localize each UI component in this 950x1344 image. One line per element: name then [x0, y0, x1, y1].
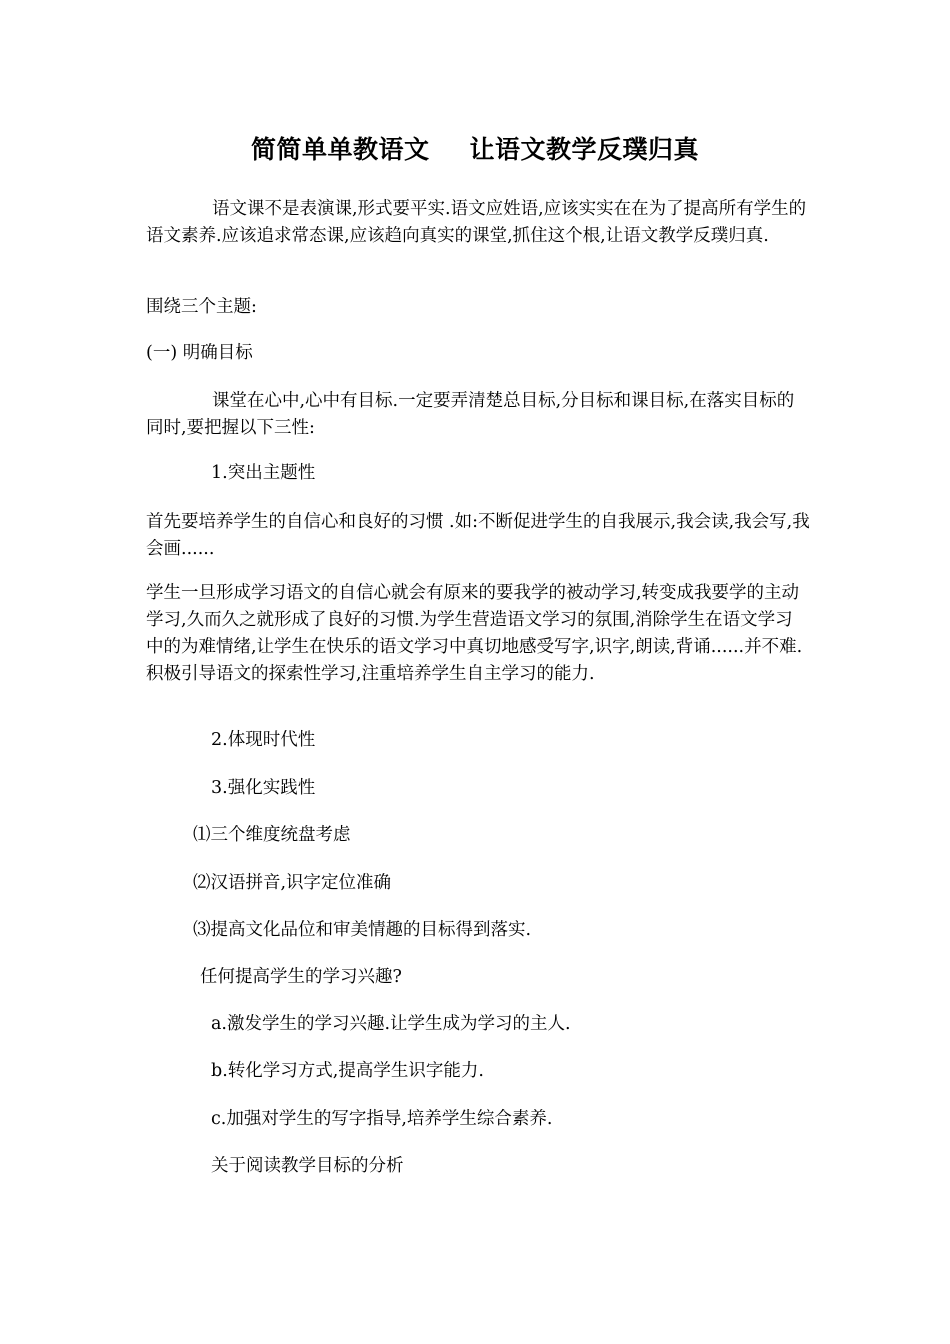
- item-1-paragraph-2: 学生一旦形成学习语文的自信心就会有原来的要我学的被动学习,转变成我要学的主动学习,久而久之就形成了良好的习惯.为学生营造语文学习的氛围,消除学生在语文学习中的为难情绪,让学生在快乐的语文学习中真切地感受写字,识字,朗读,背诵......并不难.积极引导语文的探索性学习,注重培养学生自主学习的能力.: [146, 583, 803, 684]
- goals-paragraph: 课堂在心中,心中有目标.一定要弄清楚总目标,分目标和课目标,在落实目标的同时,要把握以下三性:: [146, 391, 795, 438]
- sub-item-2: ⑵汉语拼音,识字定位准确: [193, 873, 392, 893]
- reading-goals-heading: 关于阅读教学目标的分析: [211, 1156, 404, 1176]
- title-part-2: 让语文教学反璞归真: [469, 135, 700, 164]
- question-line: 任何提高学生的学习兴趣?: [200, 967, 402, 987]
- document-title: [0, 130, 950, 166]
- section-heading-goals: (一) 明确目标: [146, 343, 253, 363]
- title-part-1: 简简单单教语文: [250, 135, 430, 164]
- item-2-heading: 2.体现时代性: [211, 730, 316, 750]
- point-a: a.激发学生的学习兴趣.让学生成为学习的主人.: [211, 1014, 571, 1034]
- point-c: c.加强对学生的写字指导,培养学生综合素养.: [211, 1109, 553, 1129]
- item-1-heading: 1.突出主题性: [211, 463, 316, 483]
- item-1-paragraph-1: 首先要培养学生的自信心和良好的习惯 .如:不断促进学生的自我展示,我会读,我会写,我会画......: [146, 512, 810, 559]
- sub-item-3: ⑶提高文化品位和审美情趣的目标得到落实.: [193, 920, 532, 940]
- sub-item-1: ⑴三个维度统盘考虑: [193, 825, 351, 845]
- intro-paragraph: 语文课不是表演课,形式要平实.语文应姓语,应该实实在在为了提高所有学生的语文素养.应该追求常态课,应该趋向真实的课堂,抓住这个根,让语文教学反璞归真.: [146, 199, 807, 246]
- item-3-heading: 3.强化实践性: [211, 778, 316, 798]
- point-b: b.转化学习方式,提高学生识字能力.: [211, 1061, 484, 1081]
- three-topics-line: 围绕三个主题:: [146, 297, 257, 317]
